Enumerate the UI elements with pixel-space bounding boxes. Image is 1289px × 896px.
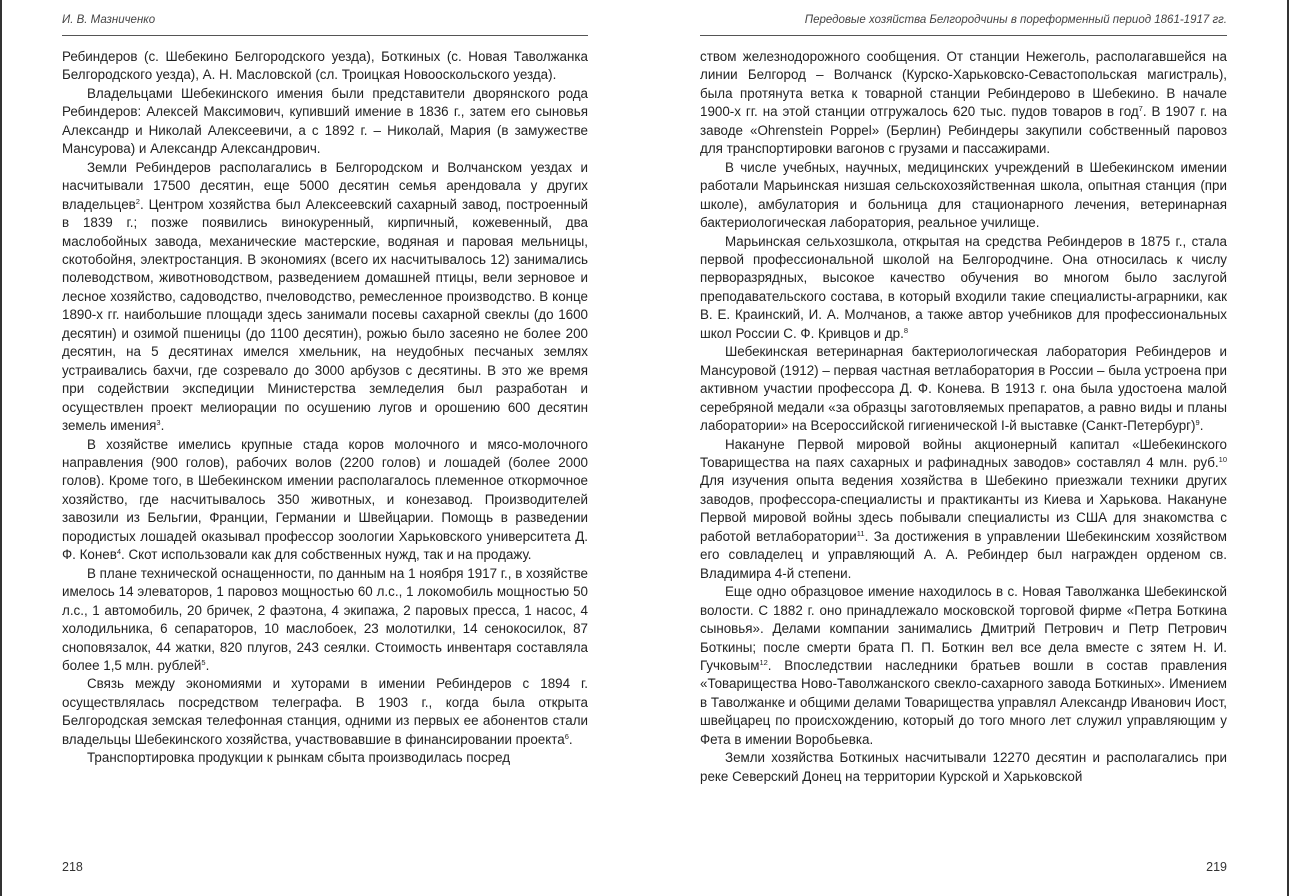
- paragraph: [62, 749, 588, 767]
- text-run: .: [160, 418, 165, 434]
- text-run: В числе учебных, научных, медицинских учреждений в Шебекинском имении работали Марьинская низшая сельскохозяйственная школа, опытная станция (при школе), амбулатория и больница для стационарного лечения, ветеринарная бактериологическая лаборатория, реальное училище.: [700, 159, 1227, 231]
- footnote-ref: 2: [135, 196, 140, 206]
- text-run: Еще одно образцовое имение находилось в с. Новая Таволжанка Шебекинской волости. С 1882 г. оно принадлежало московской торговой фирме «Петра Боткина сыновья». Делами компании занимались Дмитрий Петрович и Петр Петрович Боткины; после смерти брата П. П. Боткин вел все дела вместе с зятем Н. И. Гучковым: [700, 584, 1227, 673]
- footnote-ref: 7: [1138, 104, 1143, 114]
- text-run: Шебекинская ветеринарная бактериологическая лаборатория Ребиндеров и Мансуровой (1912) – первая частная ветлаборатория в России – была устроена при активном участии профессора Д. Ф. Конева. В 1913 г. она была удостоена малой серебряной медали «за образцы заготовляемых препаратов, а равно виды и планы лаборатории» на Всероссийской гигиенической I-й выставке (Санкт-Петербург): [700, 344, 1227, 434]
- text-run: .: [205, 657, 210, 673]
- running-head-title: Передовые хозяйства Белгородчины в пореформенный период 1861-1917 гг.: [700, 14, 1227, 36]
- text-run: . В 1907 г. на заводе «Ohrenstein Poppel» (Берлин) Ребиндеры закупили собственный паровоз для транспортировки вагонов с грузами и пассажирами.: [700, 104, 1227, 157]
- text-run: В хозяйстве имелись крупные стада коров молочного и мясо-молочного направления (900 голов), рабочих волов (2200 голов) и лошадей (более 2000 голов). Кроме того, в Шебекинском имении располагалось племенное откормочное хозяйство, где насчитывалось 350 животных, и конезавод. Производителей завозили из Бельгии, Франции, Германии и Швейцарии. Помощь в разведении породистых лошадей оказывал профессор зоологии Харьковского университета Д. Ф. Конев: [62, 436, 588, 563]
- text-run: Земли Ребиндеров располагались в Белгородском и Волчанском уездах и насчитывали 17500 десятин, еще 5000 десятин семья арендовала у других владельцев: [62, 159, 588, 212]
- text-run: Транспортировка продукции к рынкам сбыта производилась посред: [87, 750, 511, 766]
- paragraph: [700, 343, 1227, 435]
- footnote-ref: 5: [201, 657, 206, 667]
- footnote-ref: 8: [903, 325, 909, 335]
- text-run: Ребиндеров (с. Шебекино Белгородского уезда), Боткиных (с. Новая Таволжанка Белгородского уезда), А. Н. Масловской (сл. Троицкая Новооскольского уезда).: [62, 49, 588, 83]
- paragraph: [62, 85, 588, 159]
- left-page-body: [62, 48, 588, 768]
- footnote-ref: 10: [1218, 454, 1227, 464]
- text-run: .: [1199, 418, 1204, 434]
- paragraph: [62, 159, 588, 436]
- footnote-ref: 3: [156, 418, 161, 428]
- paragraph: [62, 48, 588, 85]
- text-run: ством железнодорожного сообщения. От станции Нежеголь, располагавшейся на линии Белгород – Волчанск (Курско-Харьковско-Севастопольская магистраль), была протянута ветка к товарной станции Ребиндерово в Шебекино. В начале 1900-х гг. на этой станции отгружалось 620 тыс. пудов товаров в год: [700, 49, 1227, 120]
- paragraph: [62, 436, 588, 565]
- page-number: 219: [1206, 860, 1227, 874]
- footnote-ref: 12: [759, 657, 768, 667]
- text-run: . Впоследствии наследники братьев вошли в состав правления «Товарищества Ново-Таволжанского свекло-сахарного завода Боткиных». Имением в Таволжанке и общими делами Товарищества управлял Александр Иванович Иост, швейцарец по происхождению, который до того много лет служил управляющим у Фета в имении Воробьевка.: [700, 657, 1227, 747]
- text-run: Земли хозяйства Боткиных насчитывали 12270 десятин и располагались при реке Северский Донец на территории Курской и Харьковской: [700, 750, 1227, 784]
- right-page-body: [700, 48, 1227, 786]
- text-run: . Скот использовали как для собственных нужд, так и на продажу.: [121, 547, 532, 563]
- footnote-ref: 6: [564, 731, 569, 741]
- paragraph: [62, 565, 588, 676]
- page-number: 218: [62, 860, 83, 874]
- text-run: . Центром хозяйства был Алексеевский сахарный завод, построенный в 1839 г.; позже появились винокуренный, кирпичный, кожевенный, два маслобойных завода, механические мастерские, водяная и паровая мельницы, скотобойня, электростанция. В экономиях (всего их насчитывалось 12) занимались полеводством, животноводством, разведением домашней птицы, вели зерновое и лесное хозяйство, садоводство, пчеловодство, ремесленное производство. В конце 1890-х гг. наибольшие площади здесь занимали посевы сахарной свеклы (до 1600 десятин) и озимой пшеницы (до 1100 десятин), рожью было засеяно не более 200 десятин, на 5 десятинах имелся хмельник, на неудобных песчаных землях устраивались бахчи, где созревало до 3000 арбузов с десятины. В это же время при содействии экспедиции Министерства земледелия был разработан и осуществлен проект мелиорации по осушению лугов и орошению 600 десятин земель имения: [62, 196, 588, 434]
- paragraph: [700, 233, 1227, 344]
- paragraph: [700, 436, 1227, 584]
- left-page: [62, 0, 588, 896]
- paragraph: [62, 675, 588, 749]
- paragraph: [700, 749, 1227, 786]
- text-run: . За достижения в управлении Шебекинским хозяйством его совладелец и управляющий А. А. Ребиндер был награжден орденом св. Владимира 4-й степени.: [700, 528, 1227, 581]
- text-run: .: [568, 731, 573, 747]
- text-run: Связь между экономиями и хуторами в имении Ребиндеров с 1894 г. осуществлялась посредством телеграфа. В 1903 г., когда была открыта Белгородская земская телефонная станция, одними из первых ее абонентов стали владельцы Шебекинского хозяйства, участвовавшие в финансировании проекта: [62, 676, 588, 747]
- text-run: Марьинская сельхозшкола, открытая на средства Ребиндеров в 1875 г., стала первой профессиональной школой на Белгородчине. Она относилась к числу перворазрядных, высокое качество обучения во многом было заслугой преподавательского состава, в который входили такие специалисты-аграрники, как В. Е. Краинский, И. А. Молчанов, а также автор учебников для профессиональных школ России С. Ф. Кривцов и др.: [700, 233, 1227, 341]
- paragraph: [700, 48, 1227, 159]
- footnote-ref: 9: [1195, 418, 1200, 428]
- paragraph: [700, 159, 1227, 233]
- text-run: Владельцами Шебекинского имения были представители дворянского рода Ребиндеров: Алексей Максимович, купивший имение в 1836 г., затем его сыновья Александр и Николай Алексеевичи, а с 1892 г. – Николай, Мария (в замужестве Мансурова) и Александр Александрович.: [62, 85, 588, 157]
- text-run: Накануне Первой мировой войны акционерный капитал «Шебекинского Товарищества на паях сахарных и рафинадных заводов» составлял 4 млн. руб.: [700, 436, 1227, 470]
- running-head-author: И. В. Мазниченко: [62, 14, 588, 36]
- right-page: [700, 0, 1227, 896]
- text-run: Для изучения опыта ведения хозяйства в Шебекино приезжали техники других заводов, профессора-специалисты и практиканты из Киева и Харькова. Накануне Первой мировой войны здесь побывали специалисты из США для знакомства с работой ветлаборатории: [700, 473, 1227, 544]
- footnote-ref: 11: [856, 528, 865, 538]
- paragraph: [700, 583, 1227, 749]
- text-run: В плане технической оснащенности, по данным на 1 ноября 1917 г., в хозяйстве имелось 14 элеваторов, 1 паровоз мощностью 60 л.с., 1 локомобиль мощностью 50 л.с., 1 автомобиль, 20 бричек, 2 фаэтона, 4 экипажа, 2 паровых пресса, 1 насос, 4 холодильника, 6 сепараторов, 10 маслобоек, 23 молотилки, 14 сенокосилок, 87 сноповязалок, 44 жатки, 820 плугов, 243 сеялки. Стоимость инвентаря составляла более 1,5 млн. рублей: [62, 565, 588, 673]
- footnote-ref: 4: [116, 547, 121, 557]
